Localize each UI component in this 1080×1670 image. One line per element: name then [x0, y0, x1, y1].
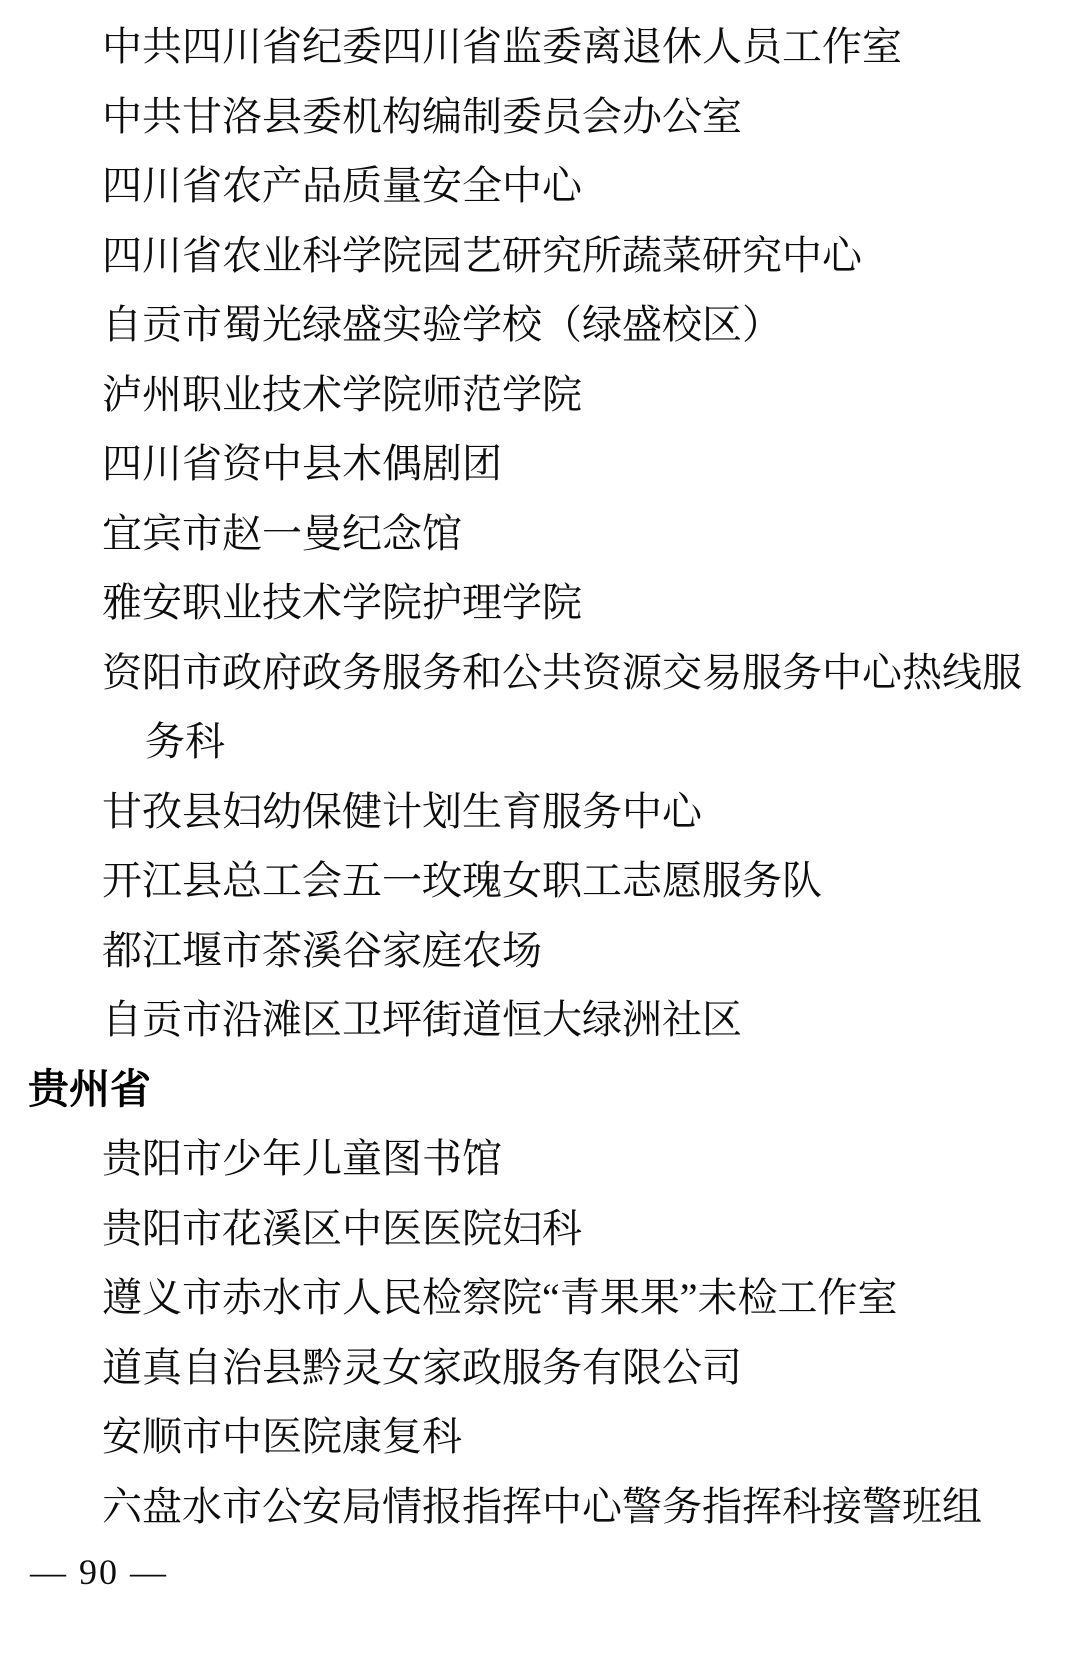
- org-list-item: 贵阳市花溪区中医医院妇科: [102, 1205, 582, 1251]
- org-list-item: 雅安职业技术学院护理学院: [102, 580, 582, 625]
- org-list-item: 中共甘洛县委机构编制委员会办公室: [102, 93, 742, 139]
- org-list-item-continuation: 务科: [145, 719, 225, 764]
- org-list-item: 自贡市沿滩区卫坪街道恒大绿洲社区: [102, 997, 742, 1042]
- org-list-item: 甘孜县妇幼保健计划生育服务中心: [102, 788, 702, 834]
- page-number: — 90 —: [30, 1552, 168, 1592]
- org-list-item: 六盘水市公安局情报指挥中心警务指挥科接警班组: [102, 1483, 982, 1529]
- org-list-item: 泸州职业技术学院师范学院: [102, 371, 582, 417]
- org-list-item: 自贡市蜀光绿盛实验学校（绿盛校区）: [102, 302, 782, 347]
- org-list-item: 资阳市政府政务服务和公共资源交易服务中心热线服: [102, 649, 1022, 695]
- org-list-item: 开江县总工会五一玫瑰女职工志愿服务队: [102, 858, 822, 903]
- org-list-item: 四川省农业科学院园艺研究所蔬菜研究中心: [102, 232, 862, 278]
- org-list-item: 四川省资中县木偶剧团: [102, 441, 502, 486]
- org-list-item: 安顺市中医院康复科: [102, 1414, 462, 1459]
- org-list-item: 遵义市赤水市人民检察院“青果果”未检工作室: [102, 1275, 898, 1320]
- org-list-item: 中共四川省纪委四川省监委离退休人员工作室: [102, 24, 902, 69]
- org-list-item: 都江堰市茶溪谷家庭农场: [102, 927, 542, 973]
- org-list-item: 宜宾市赵一曼纪念馆: [102, 510, 462, 556]
- org-list-item: 贵阳市少年儿童图书馆: [102, 1136, 502, 1181]
- province-section-header-guizhou: 贵州省: [28, 1065, 151, 1112]
- org-list-item: 道真自治县黔灵女家政服务有限公司: [102, 1344, 742, 1390]
- org-list-item: 四川省农产品质量安全中心: [102, 163, 582, 208]
